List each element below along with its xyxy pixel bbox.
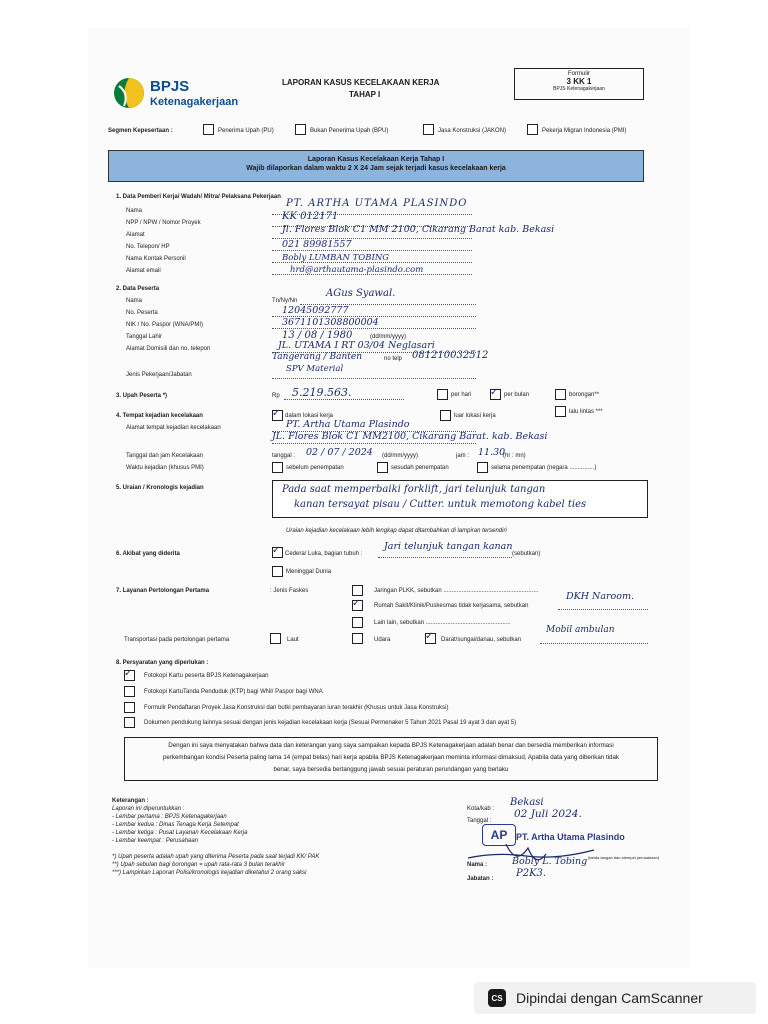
s7-heading: 7. Layanan Pertolongan Pertama — [116, 588, 210, 594]
s6-value-cedera[interactable]: Jari telunjuk tangan kanan — [384, 541, 513, 552]
s2-prefix: Tn/Ny/Nn — [272, 298, 298, 304]
s1-label-alamat: Alamat — [126, 232, 145, 238]
s3-borongan-label: borongan** — [569, 392, 600, 398]
declaration-line1: Dengan ini saya menyatakan bahwa data dan keterangan yang saya sampaikan kepada BPJS Ketenagakerjaan adalah benar dan bersedia memberikan informasi — [168, 742, 614, 749]
s4-selama-checkbox[interactable] — [477, 462, 488, 473]
notes-n2: - Lembar kedua : Dinas Tenaga Kerja Setempat — [112, 822, 239, 828]
s1-value-email[interactable]: hrd@arthautama-plasindo.com — [290, 265, 424, 275]
sig-stamp-text: PT. Artha Utama Plasindo — [516, 832, 625, 842]
s3-per-bulan-label: per bulan — [504, 392, 530, 398]
s4-jam-format: (hr : mn) — [503, 453, 526, 459]
sig-stamp-note: (tanda tangan dan stempel perusahaan) — [588, 855, 660, 860]
s7-plkk-label: Jaringan PLKK, sebutkan ......................................................... — [374, 588, 539, 594]
s2-label-nama: Nama — [126, 298, 143, 304]
s4-luar-label: luar lokasi kerja — [454, 413, 496, 419]
s4-lalu-checkbox[interactable] — [555, 406, 566, 417]
s7-rs-label: Rumah Sakit/Klinik/Puskesmas tidak kerjasama, sebutkan — [374, 603, 529, 609]
s1-heading: 1. Data Pemberi Kerja/ Wadah/ Mitra/ Pelaksana Pekerjaan — [116, 194, 281, 200]
declaration-line2: perkembangan kondisi Peserta paling lama 14 (empat belas) hari kerja apabila BPJS Ketenagakerjaan meminta informasi dimaksud, Apabila data yang diberikan tidak — [162, 754, 620, 761]
checkmark-icon: ✓ — [352, 598, 361, 609]
s2-value-alamat1[interactable]: JL. UTAMA I RT 03/04 Neglasari — [278, 340, 435, 351]
s1-value-telp[interactable]: 021 89981557 — [282, 239, 352, 250]
segmen-pmi-label: Pekerja Migran Indonesia (PMI) — [542, 128, 627, 134]
s2-heading: 2. Data Peserta — [116, 286, 160, 292]
info-banner — [108, 150, 644, 182]
notes-lap: Laporan ini diperuntukkan : — [112, 806, 185, 812]
form-label: Formulir — [568, 71, 590, 77]
s2-value-nama[interactable]: AGus Syawal. — [326, 288, 396, 299]
sig-tgl-value[interactable]: 02 Juli 2024. — [514, 808, 582, 820]
s8-r1-label: Fotokopi Kartu peserta BPJS Ketenagakerjaan — [144, 673, 269, 679]
s7-lain-checkbox[interactable] — [352, 617, 363, 628]
s2-line-nik — [272, 328, 476, 329]
camscanner-watermark — [474, 982, 756, 1014]
s2-notelp-label: no telp — [384, 356, 403, 362]
s4-tanggal-label: tanggal : — [272, 453, 296, 459]
sig-nama-label: Nama : — [467, 862, 488, 868]
s6-meninggal-label: Meninggal Dunia — [286, 569, 332, 575]
s7-lain-label: Lain lain, sebutkan ................................................... — [374, 620, 511, 626]
s2-value-no[interactable]: 12045092777 — [282, 305, 349, 316]
banner-line2: Wajib dilaporkan dalam waktu 2 X 24 Jam sejak terjadi kasus kecelakaan kerja — [246, 165, 506, 172]
s3-line-upah — [284, 399, 404, 400]
notes-f2: **) Upah sebulan bagi borongan = upah rata-rata 3 bulan terakhir — [112, 862, 285, 868]
checkmark-icon: ✓ — [272, 408, 281, 419]
s4-selama-label: selama penempatan (negara ...............) — [491, 465, 597, 471]
brand-name: BPJS — [150, 78, 190, 95]
segmen-pu-checkbox[interactable] — [203, 124, 214, 135]
s5-value-line1: Pada saat memperbaiki forklift, jari telunjuk tangan — [282, 484, 546, 495]
bpjs-logo-icon — [112, 76, 146, 110]
segmen-bpu-checkbox[interactable] — [295, 124, 306, 135]
s2-value-alamat2[interactable]: Tangerang / Banten — [272, 352, 363, 362]
s6-heading: 6. Akibat yang diderita — [116, 551, 180, 557]
s3-per-hari-checkbox[interactable] — [437, 389, 448, 400]
s4-sesudah-checkbox[interactable] — [377, 462, 388, 473]
checkmark-icon: ✓ — [124, 668, 133, 679]
form-code-box — [514, 68, 644, 100]
segmen-jakon-label: Jasa Konstruksi (JAKON) — [438, 128, 507, 134]
s7-transport-label: Transportasi pada pertolongan pertama — [124, 637, 230, 643]
s2-line-jenis — [272, 378, 476, 379]
report-title: LAPORAN KASUS KECELAKAAN KERJA — [282, 78, 440, 87]
s2-value-tgl[interactable]: 13 / 08 / 1980 — [282, 330, 353, 341]
banner-line1: Laporan Kasus Kecelakaan Kerja Tahap I — [307, 156, 445, 163]
s8-r4-label: Dokumen pendukung lainnya sesuai dengan jenis kejadian kecelakaan kerja (Sesuai Permenaker 5 Tahun 2021 Pasal 19 ayat 3 dan ayat 5) — [144, 720, 517, 726]
s2-value-telp[interactable]: 081210032512 — [412, 350, 489, 361]
s1-label-kontak: Nama Kontak Personil — [126, 256, 186, 262]
s7-line-rs — [558, 609, 648, 610]
s7-value-rs[interactable]: DKH Naroom. — [566, 591, 635, 602]
brand-subname: Ketenagakerjaan — [150, 96, 239, 108]
s7-laut-checkbox[interactable] — [270, 633, 281, 644]
camscanner-text: Dipindai dengan CamScanner — [516, 990, 703, 1006]
s3-heading: 3. Upah Peserta *) — [116, 393, 168, 399]
s7-value-darat[interactable]: Mobil ambulan — [546, 625, 615, 635]
s4-value-alamat2[interactable]: JL. Flores Blok C1 MM2100, Cikarang Barat. kab. Bekasi — [272, 431, 548, 442]
s1-label-npp: NPP / NPW / Nomor Proyek — [126, 220, 201, 226]
s4-sebelum-checkbox[interactable] — [272, 462, 283, 473]
s8-r3-checkbox[interactable] — [124, 702, 135, 713]
sig-kota-value[interactable]: Bekasi — [510, 797, 544, 808]
s8-r3-label: Formulir Pendaftaran Proyek Jasa Konstruksi dan butki pembayaran iuran terakhir (Khusus untuk Jasa Konstruksi) — [144, 705, 449, 711]
s2-label-nik: NIK / No. Paspor (WNA/PMI) — [126, 322, 204, 328]
s1-line-telp — [272, 250, 472, 251]
s4-line-alamat2 — [272, 443, 476, 444]
s2-value-jenis[interactable]: SPV Material — [286, 364, 344, 374]
segmen-pu-label: Penerima Upah (PU) — [218, 128, 274, 134]
s1-label-email: Alamat email — [126, 268, 161, 274]
s4-sesudah-label: sesudah penempatan — [391, 465, 449, 471]
sig-nama-value[interactable]: Bobly L. Tobing — [512, 856, 588, 867]
company-stamp-icon: AP — [482, 824, 516, 846]
s4-tgl-format: (dd/mm/yyyy) — [382, 453, 418, 459]
s7-laut-label: Laut — [287, 637, 299, 643]
s4-heading: 4. Tempat kejadian kecelakaan — [116, 413, 203, 419]
notes-f1: *) Upah peserta adalah upah yang diterima Peserta pada saat terjadi KK/ PAK — [112, 854, 320, 860]
checkmark-icon: ✓ — [425, 631, 434, 642]
s4-value-jam[interactable]: 11.30 — [478, 447, 506, 458]
s1-value-alamat[interactable]: Jl. Flores Blok C1 MM 2100, Cikarang Barat kab. Bekasi — [282, 224, 555, 235]
s4-lalu-label: lalu lintas *** — [569, 409, 603, 415]
camscanner-logo-icon: CS — [488, 989, 506, 1007]
segmen-pmi-checkbox[interactable] — [527, 124, 538, 135]
notes-n4: - Lembar keempat : Perusahaan — [112, 838, 199, 844]
s4-label-alamat: Alamat tempat kejadian kecelakaan — [126, 425, 221, 431]
s6-cedera-label: Cedera/ Luka, bagian tubuh : — [285, 551, 363, 557]
s1-value-nama[interactable]: PT. ARTHA UTAMA PLASINDO — [286, 198, 468, 209]
s4-luar-checkbox[interactable] — [440, 410, 451, 421]
form-code: 3 KK 1 — [566, 77, 592, 86]
s7-line-darat — [540, 643, 648, 644]
segmen-jakon-checkbox[interactable] — [423, 124, 434, 135]
notes-n1: - Lembar pertama : BPJS Ketenagakerjaan — [112, 814, 227, 820]
sig-jabatan-label: Jabatan : — [467, 876, 494, 882]
segmen-bpu-label: Bukan Penerima Upah (BPU) — [310, 128, 389, 134]
notes-heading: Keterangan : — [112, 798, 149, 804]
declaration-line3: benar, saya bersedia bertanggung jawab sesuai peraturan perundangan yang berlaku — [273, 766, 509, 773]
s4-dalam-label: dalam lokasi kerja — [285, 413, 334, 419]
s3-per-hari-label: per hari — [451, 392, 472, 398]
s4-value-tgl[interactable]: 02 / 07 / 2024 — [306, 447, 373, 458]
declaration-box — [124, 737, 658, 781]
s5-note: Uraian kejadian kecelakaan lebih lengkap dapat ditambahkan di lampiran tersendiri — [286, 528, 507, 534]
s4-value-alamat1[interactable]: PT. Artha Utama Plasindo — [286, 419, 410, 430]
s1-label-nama: Nama — [126, 208, 143, 214]
checkmark-icon: ✓ — [490, 387, 499, 398]
s1-value-kontak[interactable]: Bobly LUMBAN TOBING — [282, 253, 390, 263]
segmen-label: Segmen Kepesertaan : — [108, 128, 173, 134]
s8-r2-label: Fotokopi KartuTanda Penduduk (KTP) bagi WNI/ Paspor bagi WNA — [144, 689, 323, 695]
s6-sebutkan: (sebutkan) — [512, 551, 541, 557]
s7-jenis-faskes: : Jenis Faskes — [270, 588, 309, 594]
s4-label-tgl: Tanggal dan jam Kecelakaan — [126, 453, 204, 459]
sig-tgl-label: Tanggal : — [467, 818, 492, 824]
s3-borongan-checkbox[interactable] — [555, 389, 566, 400]
notes-n3: - Lembar ketiga : Pusat Layanan Kecelakaan Kerja — [112, 830, 248, 836]
s4-sebelum-label: sebelum penempatan — [286, 465, 344, 471]
form-org: BPJS Ketenagakerjaan — [553, 86, 605, 92]
s7-plkk-checkbox[interactable] — [352, 585, 363, 596]
s6-meninggal-checkbox[interactable] — [272, 566, 283, 577]
s8-r2-checkbox[interactable] — [124, 686, 135, 697]
sig-kota-label: Kota/kab : — [467, 806, 495, 812]
report-subtitle: TAHAP I — [349, 90, 381, 99]
s1-label-telp: No. Telepon/ HP — [126, 244, 170, 250]
s7-udara-label: Udara — [374, 637, 391, 643]
s2-value-nik[interactable]: 3671101308800004 — [282, 317, 379, 328]
s3-value-upah[interactable]: 5.219.563. — [292, 386, 352, 399]
s2-label-tgl: Tanggal Lahir — [126, 334, 163, 340]
s2-label-alamat: Alamat Domisili dan no. telepon — [126, 346, 211, 352]
s4-jam-label: jam : — [456, 453, 470, 459]
s1-value-npp[interactable]: KK 012171 — [282, 211, 339, 222]
sig-jabatan-value[interactable]: P2K3. — [516, 868, 547, 879]
s8-r4-checkbox[interactable] — [124, 717, 135, 728]
s7-udara-checkbox[interactable] — [352, 633, 363, 644]
s7-darat-label: Darat/sungai/danau, sebutkan — [441, 637, 522, 643]
s5-value-line2: kanan tersayat pisau / Cutter. untuk memotong kabel ties — [294, 499, 587, 510]
s2-label-no: No. Peserta — [126, 310, 158, 316]
s3-rp: Rp — [272, 393, 280, 399]
checkmark-icon: ✓ — [272, 545, 281, 556]
s2-tgl-format: (dd/mm/yyyy) — [370, 334, 406, 340]
s2-label-jenis: Jenis Pekerjaan/Jabatan — [126, 372, 192, 378]
s4-label-waktu: Waktu kejadian (khusus PMI) — [126, 465, 204, 471]
s6-line-cedera — [378, 557, 512, 558]
notes-f3: ***) Lampirkan Laporan Polisi/kronologis kejadian diketahui 2 orang saksi — [112, 870, 307, 876]
s5-heading: 5. Uraian / Kronologis kejadian — [116, 485, 204, 491]
s8-heading: 8. Persyaratan yang diperlukan : — [116, 660, 209, 666]
